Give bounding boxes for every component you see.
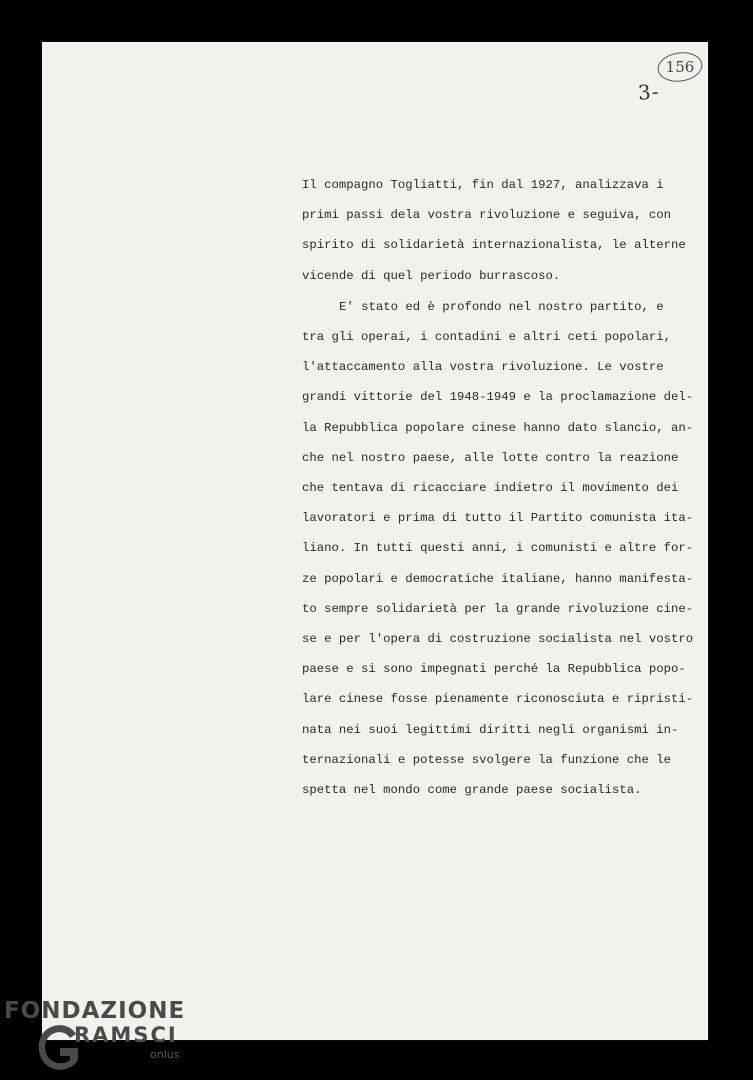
text-line: lavoratori e prima di tutto il Partito comunista ita- <box>302 511 694 526</box>
text-line: se e per l'opera di costruzione socialista nel vostro <box>302 632 694 647</box>
letter-body <box>302 170 697 805</box>
text-line: to sempre solidarietà per la grande rivoluzione cine- <box>302 601 694 616</box>
text-line: paese e si sono impegnati perché la Repubblica popo- <box>302 662 686 677</box>
text-line: grandi vittorie del 1948-1949 e la proclamazione del- <box>302 390 694 405</box>
archive-number-text: 156 <box>665 58 695 76</box>
watermark-line2: RAMSCI <box>74 1023 178 1047</box>
watermark-suffix: onlus <box>150 1048 180 1061</box>
text-line: primi passi dela vostra rivoluzione e seguiva, con <box>302 208 671 223</box>
text-line: spetta nel mondo come grande paese socialista. <box>302 783 642 798</box>
text-line: lare cinese fosse pienamente riconosciuta e ripristi- <box>302 692 694 707</box>
page-number: 3- <box>637 79 661 105</box>
text-line: liano. In tutti questi anni, i comunisti e altre for- <box>302 541 694 556</box>
text-line: la Repubblica popolare cinese hanno dato slancio, an- <box>302 420 694 435</box>
text-line: E' stato ed è profondo nel nostro partito, e <box>339 299 664 314</box>
text-line: vicende di quel periodo burrascoso. <box>302 268 561 283</box>
fondazione-gramsci-watermark <box>0 996 200 1080</box>
text-line: che tentava di ricacciare indietro il movimento dei <box>302 481 679 496</box>
text-line: ternazionali e potesse svolgere la funzione che le <box>302 752 671 767</box>
text-line: Il compagno Togliatti, fin dal 1927, analizzava i <box>302 178 664 192</box>
text-line: tra gli operai, i contadini e altri ceti popolari, <box>302 330 671 345</box>
document-page <box>42 42 708 1040</box>
watermark-line1: FONDAZIONE <box>4 998 186 1024</box>
text-line: l'attaccamento alla vostra rivoluzione. Le vostre <box>302 360 664 375</box>
text-line: ze popolari e democratiche italiane, hanno manifesta- <box>302 571 694 586</box>
archive-number-stamp <box>656 50 706 84</box>
text-line: spirito di solidarietà internazionalista, le alterne <box>302 238 686 253</box>
text-line: nata nei suoi legittimi diritti negli organismi in- <box>302 722 679 737</box>
circled-number <box>656 50 706 84</box>
text-line: che nel nostro paese, alle lotte contro la reazione <box>302 450 679 465</box>
